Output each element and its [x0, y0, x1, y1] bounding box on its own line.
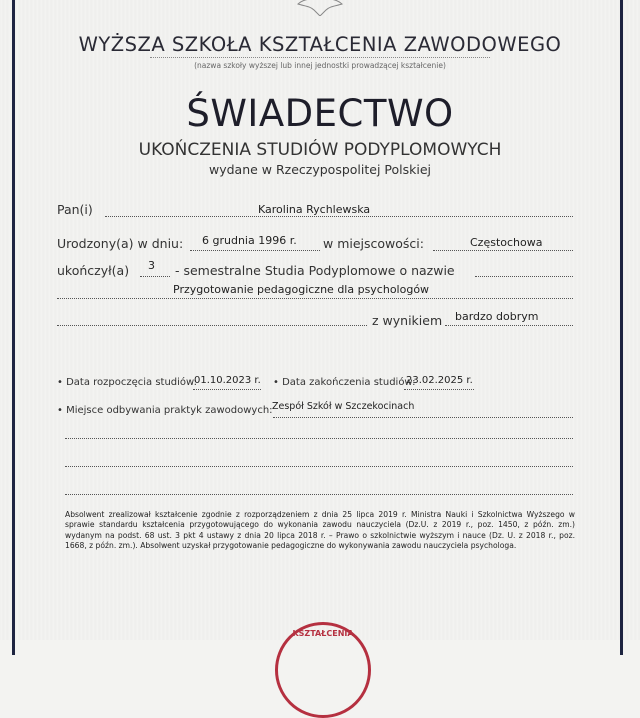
practice-label: • Miejsce odbywania praktyk zawodowych:: [57, 405, 273, 416]
page-title: ŚWIADECTWO: [186, 92, 454, 135]
place-label: w miejscowości:: [323, 236, 424, 251]
school-caption: (nazwa szkoły wyższej lub innej jednostki prowadzącej kształcenie): [194, 61, 446, 70]
practice-line: [273, 417, 573, 418]
place-value: Częstochowa: [470, 236, 543, 249]
semesters-line: [140, 276, 170, 277]
official-seal: [275, 622, 371, 718]
end-line: [404, 389, 474, 390]
completed-label: ukończył(a): [57, 263, 130, 278]
studies-line: [475, 276, 573, 277]
eagle-emblem-icon: [290, 0, 350, 16]
blank-line-2: [65, 466, 573, 467]
name-label: Pan(i): [57, 202, 93, 217]
place-line: [433, 250, 573, 251]
result-label: z wynikiem: [372, 313, 443, 328]
seal-text: KSZTAŁCENIA: [292, 629, 354, 638]
practice-value: Zespół Szkół w Szczekocinach: [272, 401, 415, 412]
born-label: Urodzony(a) w dniu:: [57, 236, 184, 251]
programme-line: [57, 298, 573, 299]
start-label: • Data rozpoczęcia studiów:: [57, 377, 198, 388]
name-line: [105, 216, 573, 217]
programme-value: Przygotowanie pedagogiczne dla psychologów: [173, 283, 430, 296]
result-line: [445, 325, 573, 326]
school-name-underline: [150, 57, 490, 58]
born-line: [190, 250, 320, 251]
studies-label: - semestralne Studia Podyplomowe o nazwie: [175, 263, 455, 278]
blank-line-3: [65, 494, 573, 495]
school-name: WYŻSZA SZKOŁA KSZTAŁCENIA ZAWODOWEGO: [78, 33, 562, 56]
legal-note: Absolwent zrealizował kształcenie zgodnie z rozporządzeniem z dnia 25 lipca 2019 r. Ministra Nauki i Szkolnictwa Wyższego w sprawie standardu kształcenia przygotowującego do wykonania zawodu nauczyciela (Dz.U. z 2019 r., poz. 1450, z późn. zm.) wydanym na podst. 68 ust. 3 pkt 4 ustawy z dnia 20 lipca 2018 r. – Prawo o szkolnictwie wyższym i nauce (Dz. U. z 2018 r., poz. 1668, z późn. zm.). Absolwent uzyskał przygotowanie pedagogiczne do wykonywania zawodu nauczyciela psychologa.: [65, 510, 575, 551]
start-date: 01.10.2023 r.: [194, 375, 261, 386]
result-line-left: [57, 325, 367, 326]
name-value: Karolina Rychlewska: [258, 203, 371, 216]
subtitle: UKOŃCZENIA STUDIÓW PODYPLOMOWYCH: [138, 140, 502, 160]
born-date: 6 grudnia 1996 r.: [202, 234, 297, 247]
end-date: 23.02.2025 r.: [406, 375, 473, 386]
end-label: • Data zakończenia studiów:: [273, 377, 416, 388]
blank-line-1: [65, 438, 573, 439]
issued-text: wydane w Rzeczypospolitej Polskiej: [208, 162, 432, 177]
result-value: bardzo dobrym: [455, 310, 539, 323]
start-line: [193, 389, 261, 390]
semesters-value: 3: [148, 259, 155, 272]
